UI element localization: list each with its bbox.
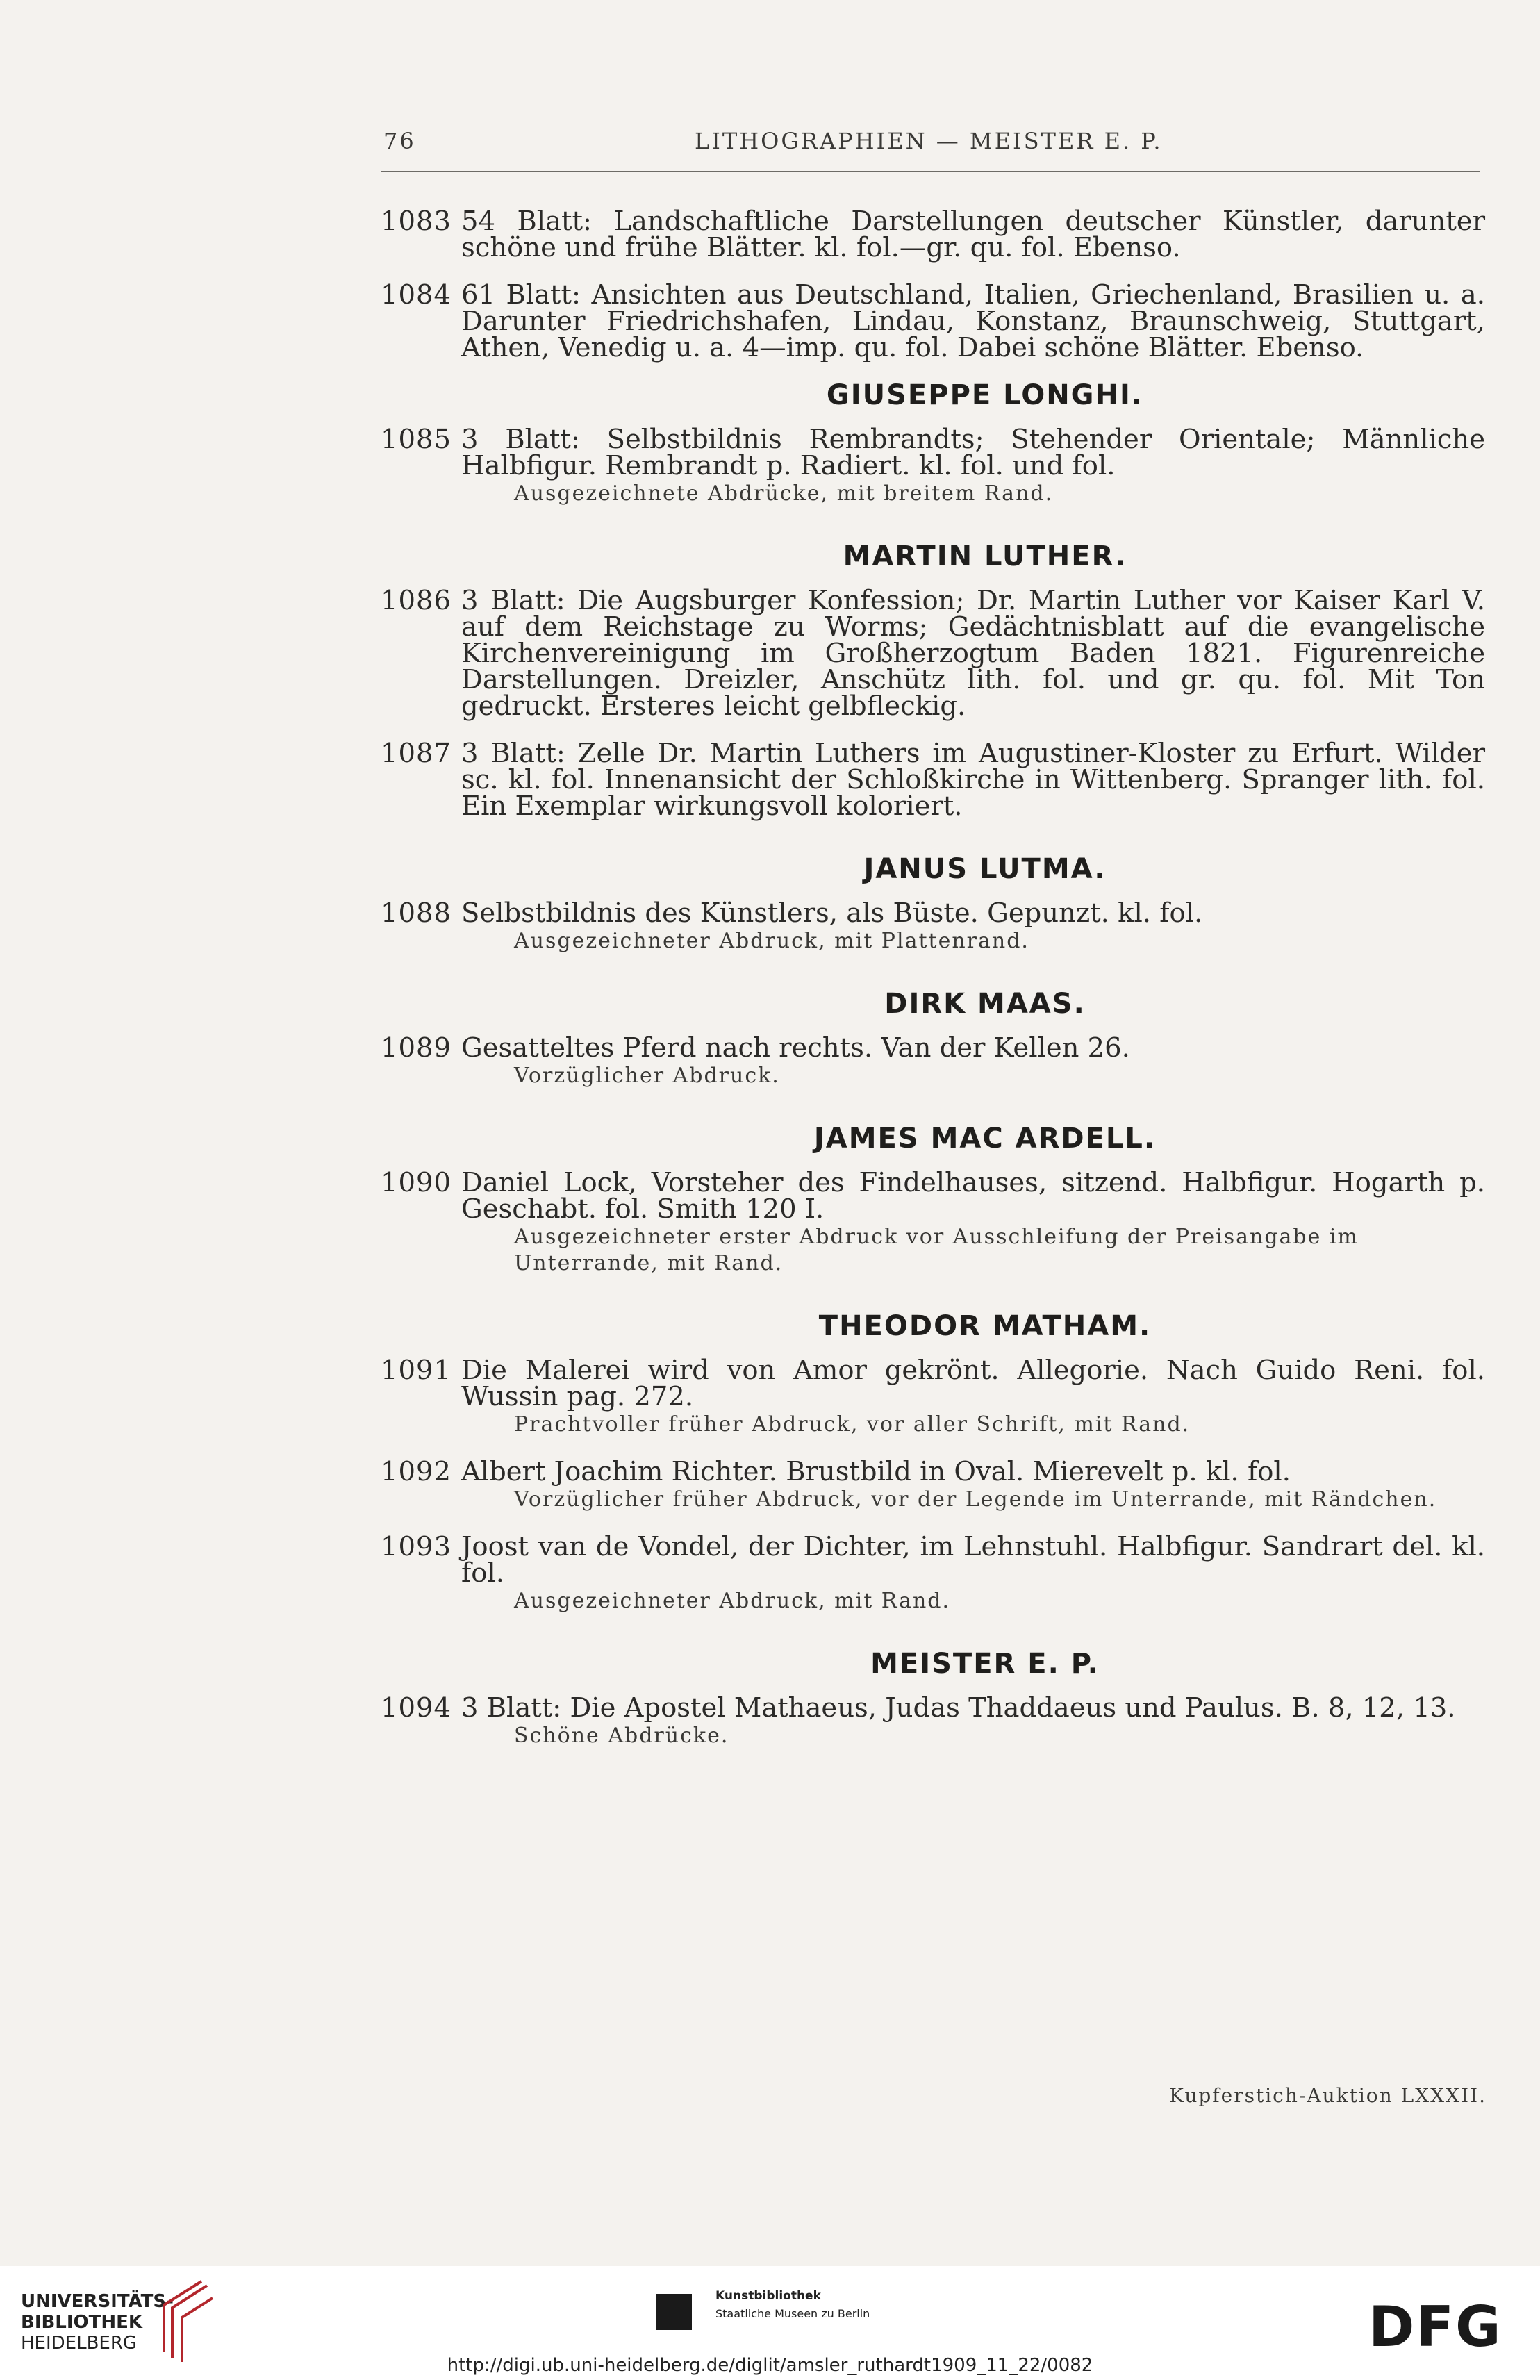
artist-heading: JANUS LUTMA. bbox=[863, 853, 1107, 885]
lot-description: 3 Blatt: Zelle Dr. Martin Luthers im Augustiner-Kloster zu Erfurt. Wilder sc. kl. fol. Innenansicht der Schloßkirche in Wittenberg. Spranger lith. fol. Ein Exemplar wirkungsvoll koloriert. bbox=[461, 738, 1485, 822]
lot-number: 1088 bbox=[381, 898, 452, 929]
kunstbibliothek-logo-text[interactable]: Kunstbibliothek Staatliche Museen zu Berlin bbox=[715, 2289, 870, 2320]
lot-condition-note: Prachtvoller früher Abdruck, vor aller Schrift, mit Rand. bbox=[514, 1412, 1191, 1437]
lot-description: Gesatteltes Pferd nach rechts. Van der Kellen 26. bbox=[461, 1032, 1130, 1064]
catalog-signature: Kupferstich-Auktion LXXXII. bbox=[1169, 2084, 1487, 2107]
lot-number: 1085 bbox=[381, 424, 452, 455]
catalog-entry bbox=[381, 1167, 1485, 1277]
lot-number: 1090 bbox=[381, 1167, 452, 1198]
lot-description: 3 Blatt: Selbstbildnis Rembrandts; Stehender Orientale; Männliche Halbfigur. Rembrandt p. Radiert. kl. fol. und fol. bbox=[461, 424, 1485, 481]
catalog-entry bbox=[381, 585, 1485, 722]
lot-condition-note: Ausgezeichneter erster Abdruck vor Ausschleifung der Preisangabe im Unterrande, mit Rand. bbox=[514, 1225, 1359, 1275]
lot-number: 1089 bbox=[381, 1032, 452, 1064]
catalog-entry bbox=[381, 1531, 1485, 1614]
artist-heading: JAMES MAC ARDELL. bbox=[813, 1123, 1157, 1155]
lot-description: Daniel Lock, Vorsteher des Findelhauses, sitzend. Halbfigur. Hogarth p. Geschabt. fol. Smith 120 I. bbox=[461, 1167, 1485, 1225]
catalog-entry bbox=[381, 1032, 1485, 1089]
heidelberg-library-logo-text[interactable]: UNIVERSITÄTS- BIBLIOTHEK HEIDELBERG bbox=[21, 2291, 174, 2354]
dfg-logo[interactable]: DFG bbox=[1368, 2295, 1502, 2359]
catalog-entry bbox=[381, 900, 1485, 955]
lot-condition-note: Schöne Abdrücke. bbox=[514, 1724, 729, 1748]
catalog-entry bbox=[381, 279, 1485, 363]
artist-heading: THEODOR MATHAM. bbox=[818, 1310, 1152, 1342]
lot-condition-note: Ausgezeichnete Abdrücke, mit breitem Rand. bbox=[514, 481, 1054, 506]
lot-description: 3 Blatt: Die Augsburger Konfession; Dr. Martin Luther vor Kaiser Karl V. auf dem Reichstage zu Worms; Gedächtnisblatt auf die evangelische Kirchenvereinigung im Großherzogtum Baden 1821. Figurenreiche Darstellungen. Dreizler, Anschütz lith. fol. und gr. qu. fol. Mit Ton gedruckt. Ersteres leicht gelbfleckig. bbox=[461, 585, 1485, 722]
lot-description: Selbstbildnis des Künstlers, als Büste. Gepunzt. kl. fol. bbox=[461, 898, 1203, 929]
lot-condition-note: Vorzüglicher früher Abdruck, vor der Legende im Unterrande, mit Rändchen. bbox=[514, 1487, 1437, 1512]
artist-heading: GIUSEPPE LONGHI. bbox=[826, 379, 1144, 411]
lot-number: 1083 bbox=[381, 206, 452, 237]
lot-number: 1086 bbox=[381, 585, 452, 616]
lot-description: 54 Blatt: Landschaftliche Darstellungen deutscher Künstler, darunter schöne und frühe Blätter. kl. fol.—gr. qu. fol. Ebenso. bbox=[461, 206, 1485, 263]
digitization-footer bbox=[0, 2266, 1540, 2380]
lot-description: 3 Blatt: Die Apostel Mathaeus, Judas Thaddaeus und Paulus. B. 8, 12, 13. bbox=[461, 1692, 1456, 1724]
artist-heading: DIRK MAAS. bbox=[884, 988, 1086, 1020]
running-title: LITHOGRAPHIEN — MEISTER E. P. bbox=[695, 128, 1163, 154]
lot-number: 1087 bbox=[381, 738, 452, 769]
page-number: 76 bbox=[383, 128, 416, 154]
lot-condition-note: Ausgezeichneter Abdruck, mit Plattenrand. bbox=[514, 929, 1029, 953]
lot-number: 1092 bbox=[381, 1456, 452, 1487]
kunstbibliothek-logo-icon bbox=[656, 2294, 692, 2330]
catalog-entry bbox=[381, 1456, 1485, 1513]
catalog-entry bbox=[381, 738, 1485, 822]
lot-description: Albert Joachim Richter. Brustbild in Oval. Mierevelt p. kl. fol. bbox=[461, 1456, 1291, 1487]
page-header bbox=[383, 128, 1477, 160]
heidelberg-library-logo-icon bbox=[158, 2280, 215, 2363]
source-url-link[interactable]: http://digi.ub.uni-heidelberg.de/diglit/amsler_ruthardt1909_11_22/0082 bbox=[447, 2355, 1093, 2376]
lot-number: 1084 bbox=[381, 279, 452, 311]
catalog-content bbox=[381, 208, 1485, 1770]
lot-condition-note: Vorzüglicher Abdruck. bbox=[514, 1064, 780, 1088]
catalog-entry bbox=[381, 1692, 1485, 1749]
lot-description: Joost van de Vondel, der Dichter, im Lehnstuhl. Halbfigur. Sandrart del. kl. fol. bbox=[461, 1531, 1485, 1589]
lot-number: 1093 bbox=[381, 1531, 452, 1562]
catalog-entry bbox=[381, 424, 1485, 507]
lot-description: Die Malerei wird von Amor gekrönt. Allegorie. Nach Guido Reni. fol. Wussin pag. 272. bbox=[461, 1355, 1485, 1412]
lot-condition-note: Ausgezeichneter Abdruck, mit Rand. bbox=[514, 1589, 951, 1613]
header-rule bbox=[381, 171, 1480, 172]
catalog-entry bbox=[381, 1357, 1485, 1438]
artist-heading: MARTIN LUTHER. bbox=[843, 540, 1127, 572]
catalog-entry bbox=[381, 208, 1485, 261]
lot-description: 61 Blatt: Ansichten aus Deutschland, Italien, Griechenland, Brasilien u. a. Darunter Friedrichshafen, Lindau, Konstanz, Braunschweig, Stuttgart, Athen, Venedig u. a. 4—imp. qu. fol. Dabei schöne Blätter. Ebenso. bbox=[461, 279, 1485, 363]
lot-number: 1091 bbox=[381, 1355, 452, 1386]
artist-heading: MEISTER E. P. bbox=[870, 1648, 1100, 1680]
lot-number: 1094 bbox=[381, 1692, 452, 1724]
